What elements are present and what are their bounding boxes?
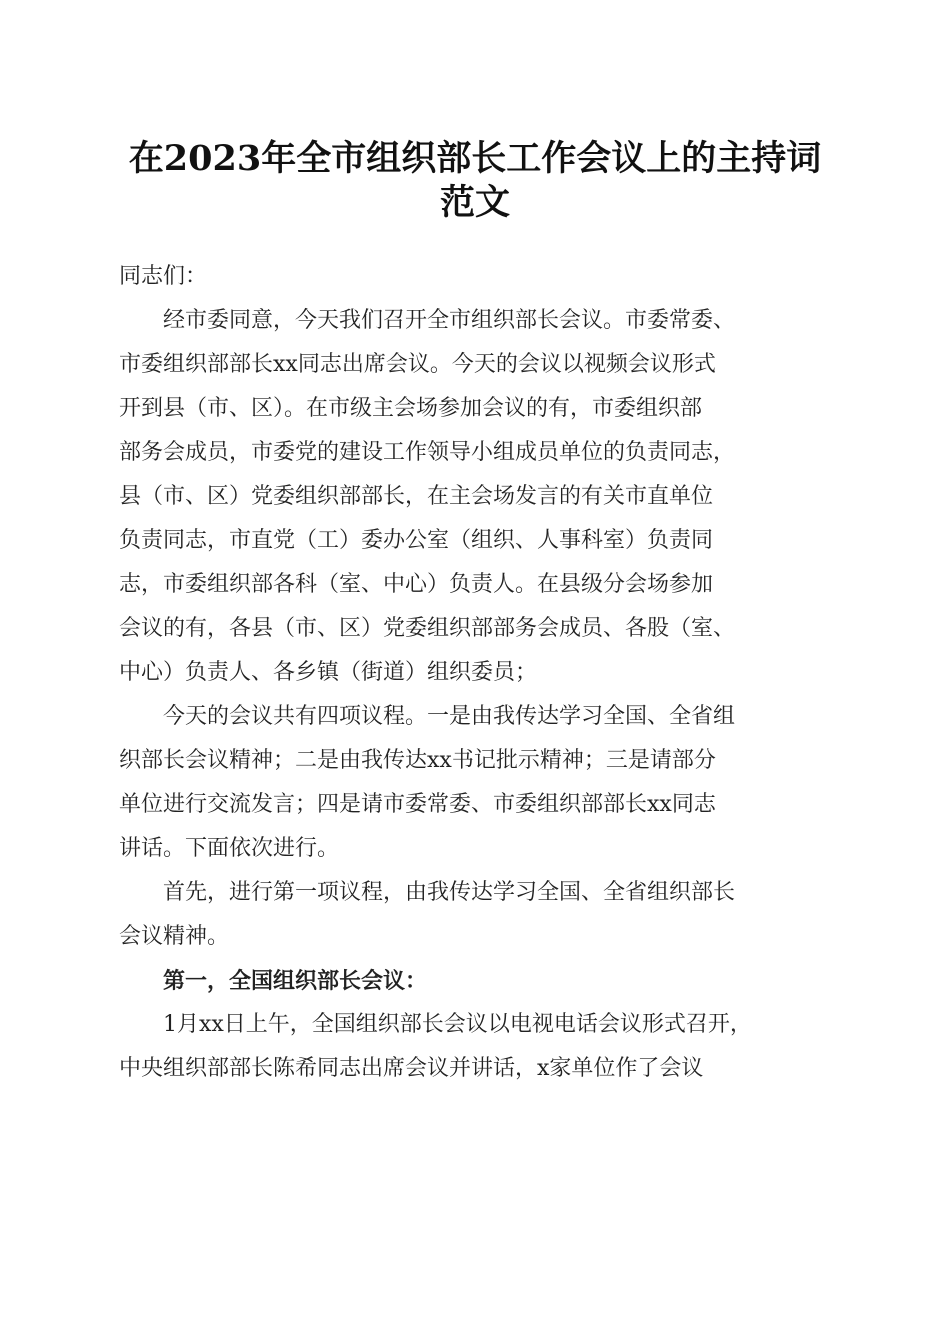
paragraph-line: 单位进行交流发言；四是请市委常委、市委组织部部长xx同志 [119, 792, 716, 817]
paragraph-line: 负责同志，市直党（工）委办公室（组织、人事科室）负责同 [119, 528, 714, 553]
paragraph-line: 今天的会议共有四项议程。一是由我传达学习全国、全省组 [163, 704, 736, 729]
paragraph-line: 志，市委组织部各科（室、中心）负责人。在县级分会场参加 [119, 572, 714, 597]
title-line-1: 在2023年全市组织部长工作会议上的主持词 [128, 138, 822, 179]
paragraph-attendees [119, 299, 831, 695]
salutation: 同志们： [119, 264, 208, 289]
paragraph-line: 经市委同意，今天我们召开全市组织部长会议。市委常委、 [163, 308, 736, 333]
subheading-line: 第一，全国组织部长会议： [163, 968, 428, 994]
title-line-2: 范文 [439, 182, 510, 223]
paragraph-line: 会议的有，各县（市、区）党委组织部部务会成员、各股（室、 [119, 616, 736, 641]
paragraph-agenda [119, 695, 831, 871]
paragraph-line: 讲话。下面依次进行。 [119, 836, 340, 861]
subheading-national-meeting [119, 959, 831, 1003]
paragraph-line: 会议精神。 [119, 924, 230, 949]
paragraph-national-meeting [119, 1003, 831, 1091]
paragraph-line: 开到县（市、区）。在市级主会场参加会议的有，市委组织部 [119, 396, 703, 421]
document-body [119, 255, 831, 1091]
paragraph-line: 中央组织部部长陈希同志出席会议并讲话，x家单位作了会议 [119, 1056, 704, 1081]
paragraph-line: 首先，进行第一项议程，由我传达学习全国、全省组织部长 [163, 880, 736, 905]
paragraph-first-item [119, 871, 831, 959]
paragraph-line: 织部长会议精神；二是由我传达xx书记批示精神；三是请部分 [119, 748, 716, 773]
document-title [110, 136, 840, 224]
paragraph-line: 市委组织部部长xx同志出席会议。今天的会议以视频会议形式 [119, 352, 716, 377]
paragraph-line: 县（市、区）党委组织部部长，在主会场发言的有关市直单位 [119, 484, 714, 509]
paragraph-line: 中心）负责人、各乡镇（街道）组织委员； [119, 660, 538, 685]
paragraph-line: 部务会成员，市委党的建设工作领导小组成员单位的负责同志， [119, 440, 736, 465]
paragraph-line: 1月xx日上午，全国组织部长会议以电视电话会议形式召开， [163, 1012, 752, 1037]
